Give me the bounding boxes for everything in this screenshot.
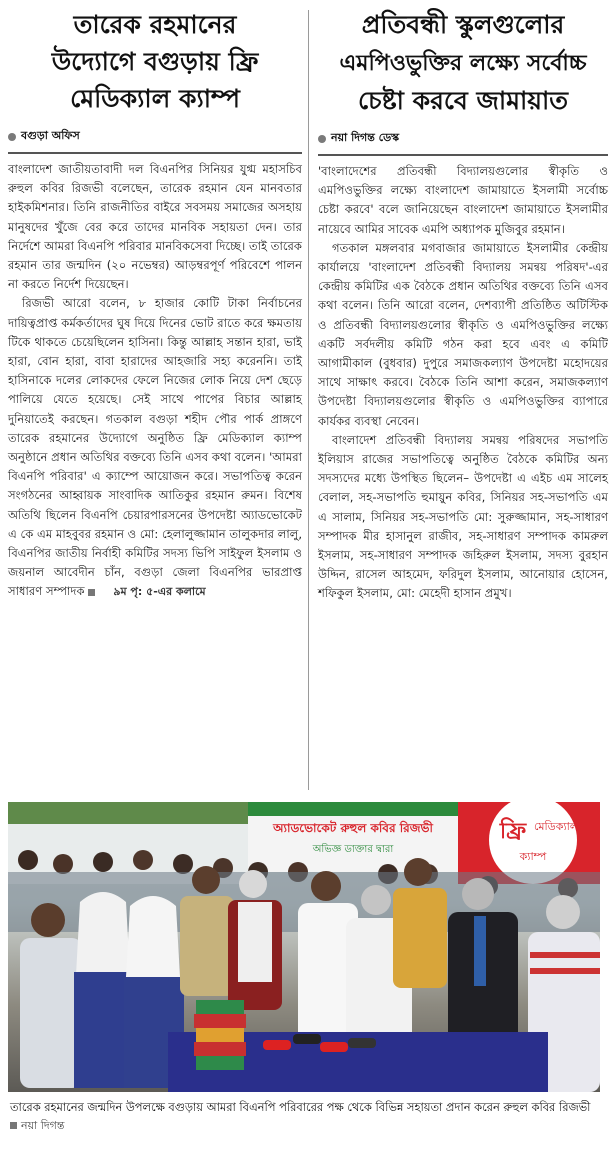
photo-caption — [10, 1098, 600, 1135]
event-photo-illustration — [8, 802, 600, 1092]
right-article — [318, 6, 608, 604]
right-body-rule — [318, 154, 608, 156]
left-body-rule — [8, 152, 302, 154]
left-byline — [8, 127, 302, 146]
right-headline-line-1: প্রতিবন্ধী স্কুলগুলোর — [361, 10, 565, 39]
byline-bullet-icon — [8, 133, 16, 141]
byline-bullet-icon — [318, 135, 326, 143]
right-paragraph-2: গতকাল মঙ্গলবার মগবাজার জামায়াতে ইসলামীর কেন্দ্রীয় কার্যালয়ে 'বাংলাদেশ প্রতিবন্ধী বিদ্যালয় সমন্বয় পরিষদ'-এর কেন্দ্রীয় কমিটির এক বৈঠকে প্রধান অতিথির বক্তব্যে তিনি এসব কথা বলেন। তিনি আরো বলেন, দেশব্যাপী প্রতিষ্ঠিত অটিস্টিক ও প্রতিবন্ধী বিদ্যালয়গুলোর স্বীকৃতি ও এমপিওভুক্তির লক্ষ্যে একটি সর্বদলীয় কমিটি গঠন করা হবে এবং এ কমিটি আগামীকাল (বুধবার) দুপুরে সমাজকল্যাণ উপদেষ্টা মহোদয়ের সাথে সাক্ষাৎ করবে। বৈঠকে তিনি আশা করেন, সমাজকল্যাণ উপদেষ্টা বিদ্যালয়গুলোর স্বীকৃতি ও এমপিওভুক্তির ব্যাপারে কার্যকর ব্যবস্থা নেবেন। — [318, 240, 608, 428]
photo-credit — [10, 1117, 64, 1135]
right-paragraph-1: 'বাংলাদেশের প্রতিবন্ধী বিদ্যালয়গুলোর স্বীকৃতি ও এমপিওভুক্তির লক্ষ্যে বাংলাদেশ জামায়াতে ইসলামী সর্বোচ্চ চেষ্টা করবে' বলে জানিয়েছেন বাংলাদেশ জামায়াতে ইসলামীর নায়েবে আমির সাবেক এমপি অধ্যাপক মুজিবুর রহমান। — [318, 164, 608, 236]
badge-camp: ক্যাম্প — [519, 850, 547, 863]
stacked-gift-boxes — [194, 1000, 246, 1070]
left-byline-text: বগুড়া অফিস — [21, 129, 80, 142]
banner-title: অ্যাডভোকেট রুহুল কবির রিজভী — [273, 821, 433, 835]
photo-credit-text: নয়া দিগন্ত — [21, 1118, 65, 1132]
left-article — [8, 6, 302, 602]
left-headline-line-1: তারেক রহমানের — [73, 10, 237, 39]
left-paragraph-1: বাংলাদেশ জাতীয়তাবাদী দল বিএনপির সিনিয়র যুগ্ম মহাসচিব রুহুল কবির রিজভী বলেছেন, তারেক রহমান যেন মানবতার হাইকমিশনার। তিনি রাজনীতির বাইরে সবসময় সমাজের অসহায় মানুষদের খুঁজে বের করে তাদের মানবিক সহায়তা দেন। তার নির্দেশে আমরা বিএনপি পরিবার মানবিকসেবা দিচ্ছে। তাই তারেক রহমান তার জন্মদিন (২০ নভেম্বর) আড়ম্বরপূর্ণ পরিবেশে পালন না করতে নির্দেশ দিয়েছেন। — [8, 162, 302, 292]
left-paragraph-2 — [8, 294, 302, 601]
right-headline-line-3: চেষ্টা করবে জামায়াত — [358, 86, 568, 115]
caption-text: তারেক রহমানের জন্মদিন উপলক্ষে বগুড়ায় আমরা বিএনপি পরিবারের পক্ষ থেকে বিভিন্ন সহায়তা প্রদান করেন রুহুল কবির রিজভী — [10, 1100, 591, 1114]
left-paragraph-2-text: রিজভী আরো বলেন, ৮ হাজার কোটি টাকা নির্বাচনের দায়িত্বপ্রাপ্ত কর্মকর্তাদের ঘুষ দিয়ে দিনের ভোট রাতে করে ক্ষমতায় টিকে থাকতে চেয়েছিলেন হাসিনা। কিন্তু আল্লাহ সন্তান হারা, ভাই হারা, বোন হারা, বাবা হারাদের আহজারি সহ্য করেননি। তাই হাসিনাকে দলের লোকদের ফেলে নিজের লোক নিয়ে দেশ ছেড়ে পালিয়ে যেতে হয়েছে। সেই সাথে পাপের বিচার আল্লাহ দুনিয়াতেই করছেন। গতকাল বগুড়া শহীদ পৌর পার্ক প্রাঙ্গণে তারেক রহমানের উদ্যোগে অনুষ্ঠিত ফ্রি মেডিক্যাল ক্যাম্প অনুষ্ঠানে প্রধান অতিথির বক্তব্যে তিনি এসব কথা বলেন। 'আমরা বিএনপি পরিবার' এ ক্যাম্পে আয়োজন করে। সভাপতিত্ব করেন সংগঠনের আহ্বায়ক সাংবাদিক আতিকুর রহমান রুমন। বিশেষ অতিথি ছিলেন বিএনপি চেয়ারপারসনের উপদেষ্টা অ্যাডভোকেট এ কে এম মাহবুবর রহমান ও মো: হেলালুজ্জামান তালুকদার লালু, বিএনপির জাতীয় নির্বাহী কমিটির সদস্য ভিপি সাইফুল ইসলাম ও জয়নাল আবেদীন চাঁন, বগুড়া জেলা বিএনপির ভারপ্রাপ্ত সাধারণ সম্পাদক — [8, 296, 303, 599]
event-photo — [8, 802, 600, 1092]
right-byline — [318, 129, 608, 148]
left-headline-line-3: মেডিক্যাল ক্যাম্প — [70, 84, 240, 113]
jump-square-icon — [88, 589, 95, 596]
credit-square-icon — [10, 1122, 17, 1129]
continued-jump[interactable] — [88, 582, 205, 601]
left-headline-line-2: উদ্যোগে বগুড়ায় ফ্রি — [51, 47, 259, 76]
right-paragraph-3: বাংলাদেশ প্রতিবন্ধী বিদ্যালয় সমন্বয় পরিষদের সভাপতি ইলিয়াস রাজের সভাপতিত্বে অনুষ্ঠিত বৈঠকে কমিটির অন্য সদস্যদের মধ্যে উপস্থিত ছিলেন– উপদেষ্টা এ এইচ এম সালেহ বেলাল, সহ-সভাপতি হুমায়ুন কবির, সিনিয়র সহ-সভাপতি এম এ সালাম, সিনিয়র সহ-সভাপতি মো: সুরুজ্জামান, সহ-সাধারণ সম্পাদক মীর হাসানুল রাজীব, সহ-সাধারণ সম্পাদক কামরুল ইসলাম, সহ-সাধারণ সম্পাদক জহিরুল ইসলাম, সদস্য বুরহান উদ্দিন, রাসেল আহমেদ, ফরিদুল ইসলাম, আনোয়ার হোসেন, শফিকুল ইসলাম, মো: মেহেদী হাসান প্রমুখ। — [318, 432, 608, 601]
jump-text: ৯ম পৃ: ৫-এর কলামে — [113, 585, 206, 599]
banner-subtitle: অভিজ্ঞ ডাক্তার দ্বারা — [312, 844, 394, 855]
column-divider — [308, 10, 309, 790]
right-byline-text: নয়া দিগন্ত ডেস্ক — [331, 131, 400, 144]
right-headline-line-2: এমপিওভুক্তির লক্ষ্যে সর্বোচ্চ — [339, 51, 587, 76]
badge-free: ফ্রি — [499, 819, 527, 844]
badge-medical: মেডিক্যাল — [533, 820, 579, 833]
banner-green-strip — [248, 802, 458, 816]
right-headline — [318, 6, 608, 119]
left-headline — [8, 6, 302, 117]
